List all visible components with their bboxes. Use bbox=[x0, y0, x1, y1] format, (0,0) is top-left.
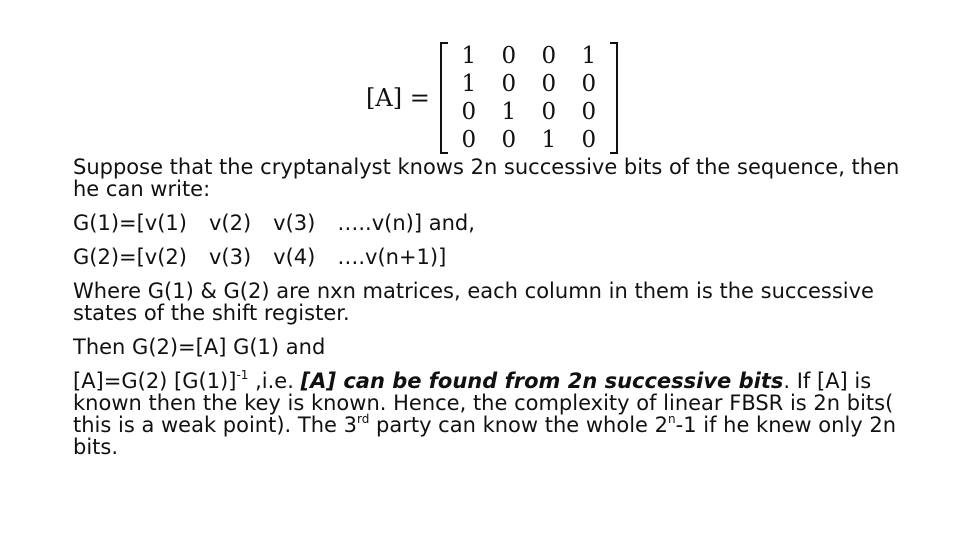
matrix-cell: 1 bbox=[501, 99, 517, 125]
matrix-cell: 0 bbox=[581, 71, 597, 97]
text-run: . If [A] is known then the key is known. Hence, the complexity of linear FBSR is 2n bits( this is a weak point). The 3 bbox=[73, 369, 894, 437]
matrix-cell: 0 bbox=[541, 99, 557, 125]
equation-g2 bbox=[73, 246, 903, 268]
emphasis-text: [A] can be found from 2n successive bits bbox=[300, 369, 784, 393]
matrix-cell: 1 bbox=[461, 71, 477, 97]
term: v(3) bbox=[273, 211, 316, 235]
matrix-cell: 0 bbox=[501, 127, 517, 153]
matrix-row bbox=[449, 70, 609, 98]
matrix-cell: 0 bbox=[581, 99, 597, 125]
right-bracket bbox=[610, 42, 618, 154]
slide-body bbox=[73, 156, 903, 470]
matrix-cell: 0 bbox=[541, 43, 557, 69]
text-run: [A]=G(2) [G(1)] bbox=[73, 369, 237, 393]
superscript: n bbox=[668, 412, 676, 426]
term: ….v(n+1)] bbox=[337, 245, 447, 269]
text-run: ,i.e. bbox=[248, 369, 301, 393]
term: G(1)=[v(1) bbox=[73, 211, 187, 235]
matrix-cell: 1 bbox=[461, 43, 477, 69]
matrix-cell: 0 bbox=[581, 127, 597, 153]
matrix-cell: 1 bbox=[581, 43, 597, 69]
equation-g1 bbox=[73, 212, 903, 234]
superscript: rd bbox=[356, 412, 370, 426]
matrix-equation bbox=[366, 40, 618, 156]
matrix-cell: 0 bbox=[501, 71, 517, 97]
matrix-label: [A] = bbox=[366, 84, 430, 112]
term: v(4) bbox=[273, 245, 316, 269]
matrix-cell: 1 bbox=[541, 127, 557, 153]
paragraph-intro: Suppose that the cryptanalyst knows 2n successive bits of the sequence, then he can write: bbox=[73, 155, 900, 201]
matrix-row bbox=[449, 126, 609, 154]
matrix-cell: 0 bbox=[541, 71, 557, 97]
matrix-a bbox=[440, 42, 618, 154]
matrix-cell: 0 bbox=[461, 127, 477, 153]
matrix-row bbox=[449, 98, 609, 126]
term: v(3) bbox=[208, 245, 252, 269]
term: v(2) bbox=[208, 211, 252, 235]
matrix-cell: 0 bbox=[501, 43, 517, 69]
paragraph-conclusion bbox=[73, 370, 903, 458]
text-run: -1 if he knew only 2n bits. bbox=[73, 413, 897, 459]
term: G(2)=[v(2) bbox=[73, 245, 187, 269]
paragraph-then: Then G(2)=[A] G(1) and bbox=[73, 335, 326, 359]
text-run: party can know the whole 2 bbox=[369, 413, 669, 437]
superscript: -1 bbox=[236, 368, 249, 382]
paragraph-matrices: Where G(1) & G(2) are nxn matrices, each column in them is the successive states of the shift register. bbox=[73, 279, 874, 325]
matrix-row bbox=[449, 42, 609, 70]
left-bracket bbox=[440, 42, 448, 154]
term: …..v(n)] and, bbox=[337, 211, 475, 235]
matrix-cell: 0 bbox=[461, 99, 477, 125]
